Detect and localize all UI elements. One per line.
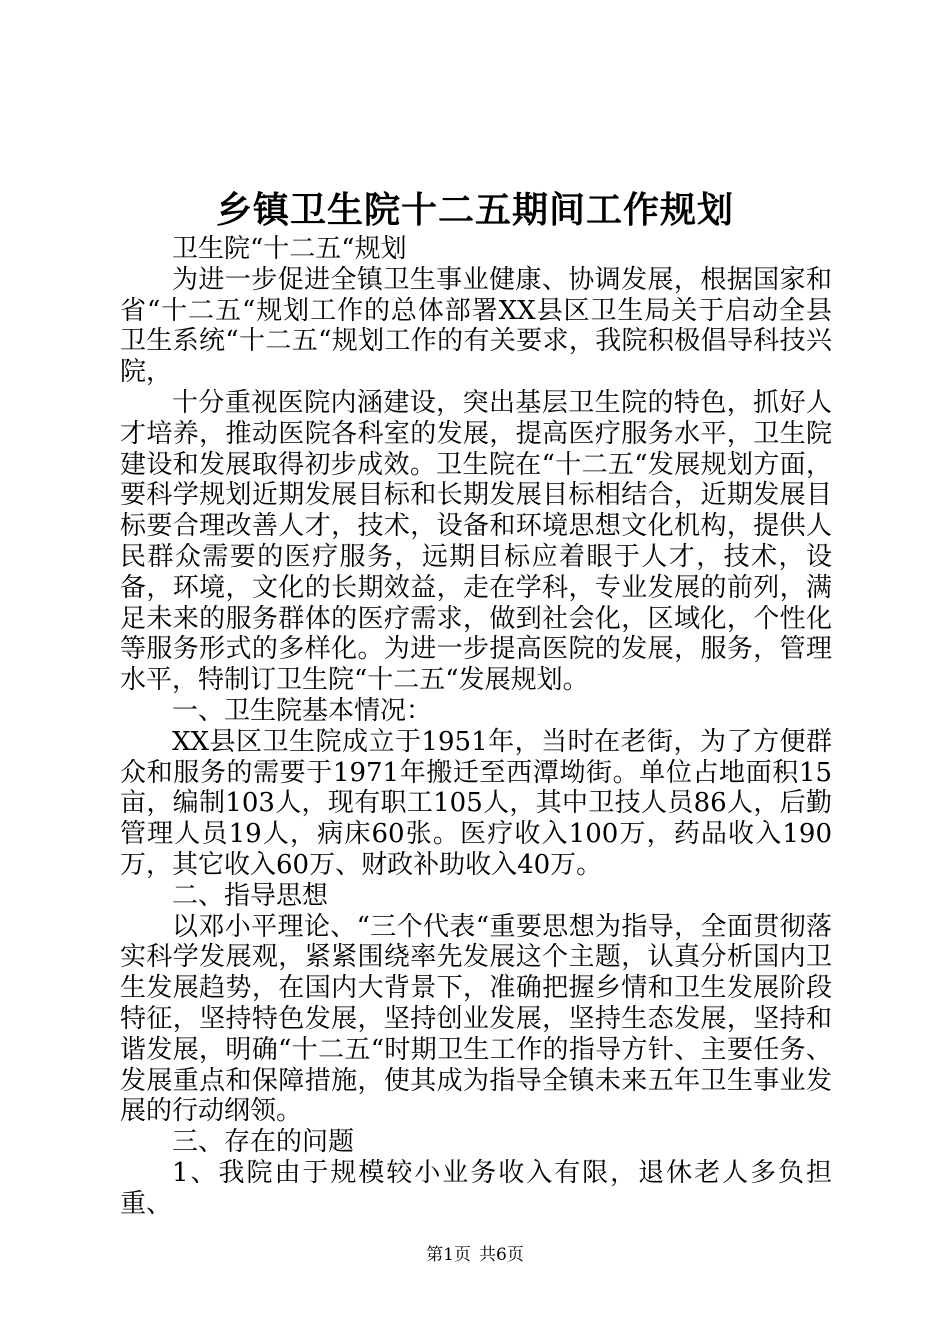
page-number: 第1页 <box>426 1245 471 1265</box>
document-body <box>120 234 832 1220</box>
paragraph-intro: 为进一步促进全镇卫生事业健康、协调发展，根据国家和省“十二五“规划工作的总体部署XX县区卫生局关于启动全县卫生系统“十二五“规划工作的有关要求，我院积极倡导科技兴院， <box>120 264 832 388</box>
page-footer <box>0 1243 950 1267</box>
section-heading-guiding-thought: 二、指导思想 <box>172 880 329 911</box>
document-title: 乡镇卫生院十二五期间工作规划 <box>215 189 734 231</box>
paragraph-basic-info: XX县区卫生院成立于1951年，当时在老街，为了方便群众和服务的需要于1971年搬迁至西潭坳街。单位占地面积15亩，编制103人，现有职工105人，其中卫技人员86人，后勤管理人员19人，病床60张。医疗收入100万，药品收入190万，其它收入60万、财政补助收入40万。 <box>120 726 832 880</box>
paragraph-subtitle: 卫生院“十二五“规划 <box>172 234 407 264</box>
page-total: 共6页 <box>479 1245 524 1265</box>
section-heading-basic-info: 一、卫生院基本情况： <box>172 695 433 726</box>
section-heading-problems: 三、存在的问题 <box>172 1127 355 1158</box>
paragraph-problem-1: 1、我院由于规模较小业务收入有限，退休老人多负担重、 <box>120 1157 832 1219</box>
paragraph-guiding-thought: 以邓小平理论、“三个代表“重要思想为指导，全面贯彻落实科学发展观，紧紧围绕率先发展这个主题，认真分析国内卫生发展趋势，在国内大背景下，准确把握乡情和卫生发展阶段特征，坚持特色发展，坚持创业发展，坚持生态发展，坚持和谐发展，明确“十二五“时期卫生工作的指导方针、主要任务、发展重点和保障措施，使其成为指导全镇未来五年卫生事业发展的行动纲领。 <box>120 911 832 1127</box>
paragraph-overview: 十分重视医院内涵建设，突出基层卫生院的特色，抓好人才培养，推动医院各科室的发展，提高医疗服务水平，卫生院建设和发展取得初步成效。卫生院在“十二五“发展规划方面，要科学规划近期发展目标和长期发展目标相结合，近期发展目标要合理改善人才，技术，设备和环境思想文化机构，提供人民群众需要的医疗服务，远期目标应着眼于人才，技术，设备，环境，文化的长期效益，走在学科，专业发展的前列，满足未来的服务群体的医疗需求，做到社会化，区域化，个性化等服务形式的多样化。为进一步提高医院的发展，服务，管理水平，特制订卫生院“十二五“发展规划。 <box>120 387 832 696</box>
